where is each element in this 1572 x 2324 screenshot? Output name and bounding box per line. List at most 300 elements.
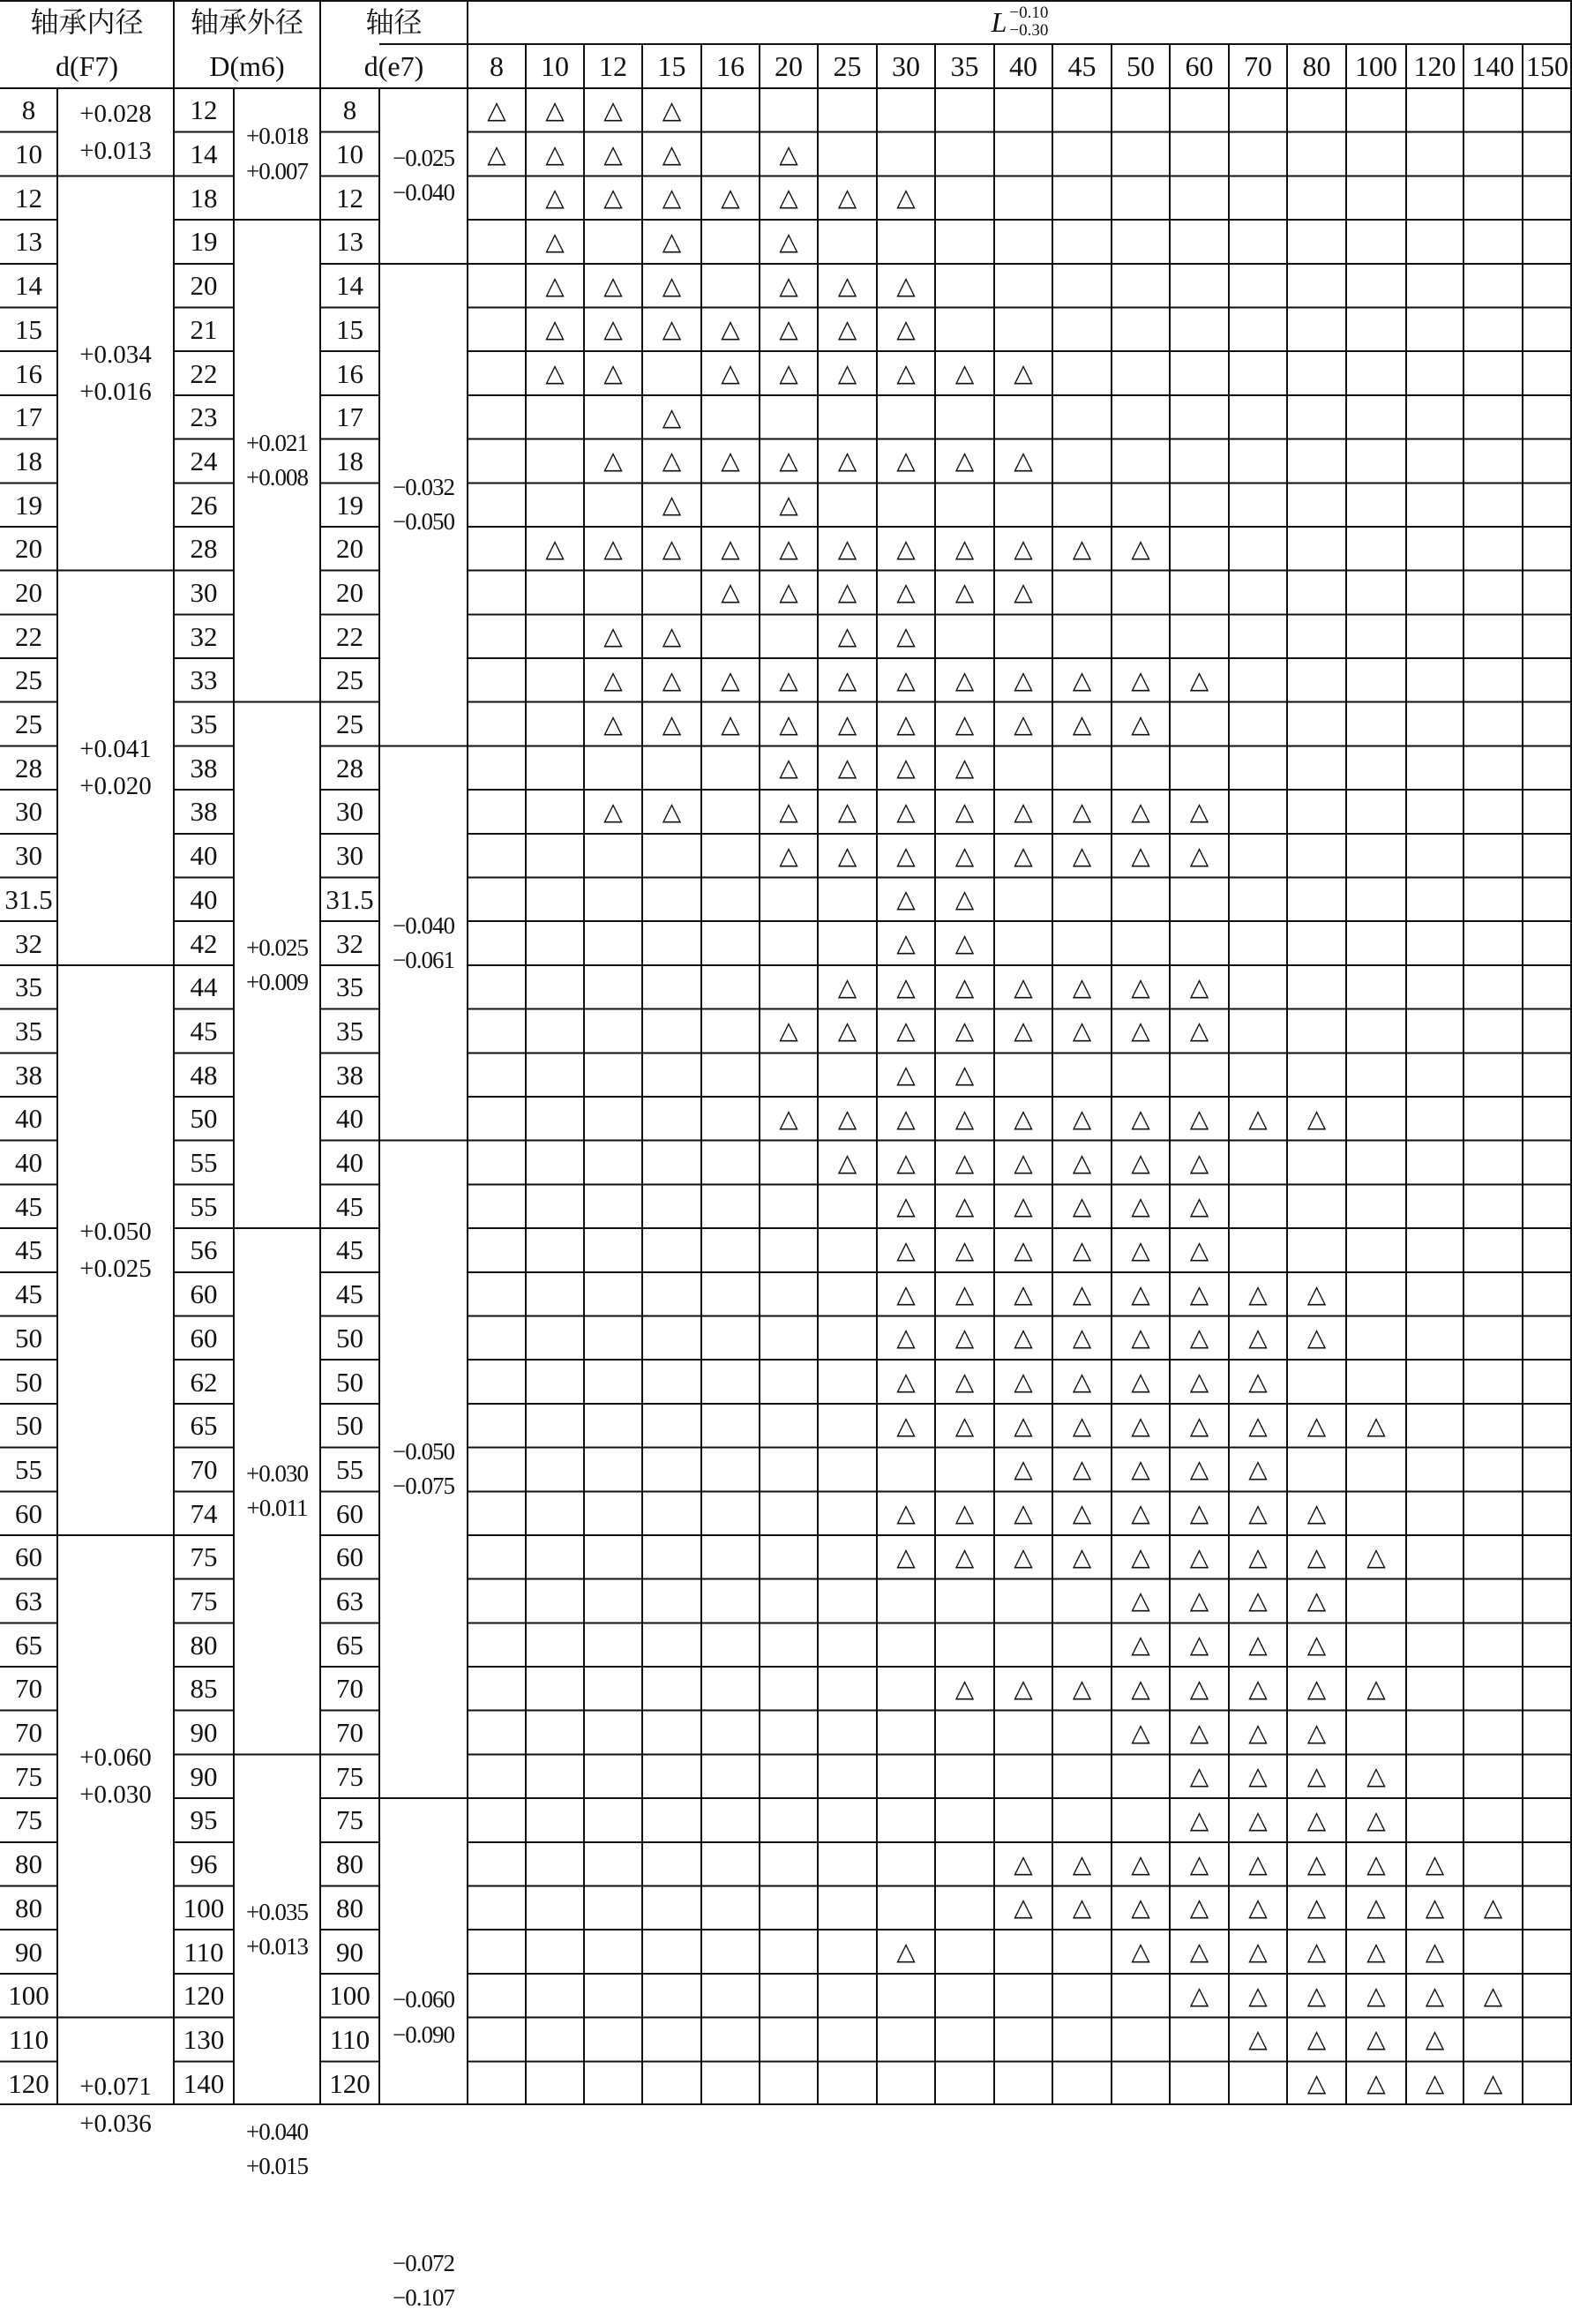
inner-diameter-cell	[0, 1316, 57, 1360]
shaft-tolerance-lower: −0.090	[393, 2020, 454, 2048]
outer-diameter-value: 60	[190, 1278, 218, 1310]
shaft-diameter-value: 110	[329, 2023, 371, 2055]
availability-mark	[1229, 1097, 1287, 1141]
availability-mark	[1287, 2018, 1346, 2062]
inner-diameter-value: 30	[15, 840, 42, 872]
triangle-icon: △	[721, 577, 740, 607]
availability-mark	[935, 921, 994, 965]
inner-diameter-value: 38	[15, 1059, 42, 1091]
outer-diameter-value: 85	[190, 1673, 218, 1705]
availability-mark	[1170, 1360, 1229, 1404]
availability-mark	[1170, 1184, 1229, 1228]
availability-mark	[994, 1097, 1052, 1141]
outer-diameter-value: 30	[190, 576, 218, 608]
outer-diameter-value: 75	[190, 1541, 218, 1573]
availability-mark	[1287, 1491, 1346, 1535]
triangle-icon: △	[1131, 1937, 1150, 1967]
triangle-icon: △	[721, 314, 740, 344]
shaft-diameter-cell	[320, 220, 379, 264]
length-header-16	[701, 44, 760, 88]
shaft-diameter-value: 17	[336, 401, 363, 433]
triangle-icon: △	[545, 533, 565, 563]
triangle-icon: △	[1189, 1541, 1209, 1571]
triangle-icon: △	[1131, 1103, 1150, 1133]
triangle-icon: △	[779, 533, 798, 563]
triangle-icon: △	[1366, 1410, 1386, 1440]
length-header-text: 35	[950, 50, 979, 82]
triangle-icon: △	[954, 1060, 975, 1090]
outer-diameter-cell	[174, 307, 234, 351]
availability-mark	[877, 1491, 935, 1535]
availability-mark	[877, 921, 935, 965]
outer-diameter-value: 110	[183, 1936, 224, 1968]
outer-diameter-cell	[174, 1404, 234, 1448]
availability-mark	[935, 1535, 994, 1579]
outer-tolerance	[234, 88, 320, 220]
triangle-icon: △	[954, 971, 975, 1001]
triangle-icon: △	[896, 1103, 916, 1133]
availability-mark	[760, 527, 818, 571]
triangle-icon: △	[1306, 1103, 1327, 1133]
shaft-diameter-value: 12	[336, 182, 363, 214]
shaft-diameter-value: 75	[336, 1760, 363, 1792]
availability-mark	[1112, 1448, 1170, 1492]
availability-mark	[818, 1097, 877, 1141]
availability-mark	[994, 527, 1052, 571]
shaft-tolerance	[379, 1798, 468, 2237]
outer-diameter-value: 26	[190, 489, 218, 521]
outer-diameter-value: 38	[190, 752, 218, 783]
availability-mark	[1170, 1141, 1229, 1185]
outer-tolerance	[234, 220, 320, 702]
outer-diameter-value: 44	[190, 971, 218, 1003]
triangle-icon: △	[1248, 1586, 1268, 1616]
triangle-icon: △	[1248, 1498, 1268, 1528]
availability-mark	[877, 439, 935, 484]
outer-diameter-cell	[174, 1711, 234, 1755]
availability-mark	[760, 702, 818, 746]
shaft-diameter-value: 90	[336, 1936, 363, 1968]
inner-diameter-value: 16	[15, 357, 42, 389]
availability-mark	[1112, 1097, 1170, 1141]
triangle-icon: △	[1189, 664, 1209, 694]
availability-mark	[994, 1491, 1052, 1535]
inner-tolerance-lower: +0.016	[79, 378, 152, 407]
shaft-tolerance-lower: −0.040	[393, 179, 454, 206]
triangle-icon: △	[896, 183, 916, 213]
triangle-icon: △	[896, 708, 916, 738]
outer-tolerance-lower: +0.009	[246, 968, 308, 995]
triangle-icon: △	[1189, 1937, 1209, 1967]
outer-diameter-value: 22	[190, 357, 218, 389]
availability-mark	[526, 88, 584, 132]
triangle-icon: △	[1014, 1673, 1033, 1703]
triangle-icon: △	[1425, 2068, 1445, 2098]
inner-diameter-cell	[0, 132, 57, 176]
triangle-icon: △	[837, 971, 857, 1001]
triangle-icon: △	[1248, 1937, 1268, 1967]
triangle-icon: △	[1189, 1410, 1209, 1440]
shaft-tolerance-upper: −0.025	[393, 145, 454, 172]
inner-tolerance-upper: +0.050	[79, 1217, 152, 1246]
inner-diameter-cell	[0, 1754, 57, 1798]
availability-mark	[1052, 1404, 1112, 1448]
triangle-icon: △	[1189, 1367, 1209, 1397]
shaft-tolerance-lower: −0.050	[393, 508, 454, 536]
triangle-icon: △	[1248, 1804, 1268, 1834]
availability-mark	[935, 1404, 994, 1448]
triangle-icon: △	[896, 971, 916, 1001]
availability-mark	[760, 439, 818, 484]
availability-mark	[1170, 1448, 1229, 1492]
triangle-icon: △	[1131, 533, 1150, 563]
inner-diameter-value: 55	[15, 1453, 42, 1485]
availability-mark	[877, 878, 935, 922]
inner-diameter-value: 80	[15, 1892, 42, 1923]
length-header-20	[760, 44, 818, 88]
availability-mark	[1112, 658, 1170, 702]
triangle-icon: △	[1014, 446, 1033, 476]
inner-tolerance-lower: +0.036	[79, 2109, 152, 2138]
availability-mark	[1052, 1842, 1112, 1886]
availability-mark	[642, 483, 701, 527]
availability-mark	[1346, 1886, 1406, 1930]
triangle-icon: △	[837, 840, 857, 870]
shaft-diameter-cell	[320, 571, 379, 615]
triangle-icon: △	[662, 708, 682, 738]
availability-mark	[526, 264, 584, 308]
triangle-icon: △	[1189, 1454, 1209, 1484]
triangle-icon: △	[954, 1191, 975, 1221]
inner-diameter-value: 10	[15, 139, 42, 170]
triangle-icon: △	[1306, 1717, 1327, 1747]
bearing-outer-sub	[174, 44, 320, 88]
outer-diameter-cell	[174, 1886, 234, 1930]
triangle-icon: △	[837, 183, 857, 213]
triangle-icon: △	[603, 314, 623, 344]
availability-mark	[1287, 1754, 1346, 1798]
availability-mark	[877, 1009, 935, 1053]
availability-mark	[1170, 1316, 1229, 1360]
availability-mark	[935, 878, 994, 922]
outer-tolerance	[234, 702, 320, 1228]
outer-diameter-value: 40	[190, 840, 218, 872]
availability-mark	[935, 746, 994, 790]
availability-mark	[1287, 1798, 1346, 1842]
availability-mark	[1229, 1930, 1287, 1974]
availability-mark	[1170, 658, 1229, 702]
availability-mark	[994, 571, 1052, 615]
availability-mark	[1170, 1798, 1229, 1842]
triangle-icon: △	[1131, 840, 1150, 870]
triangle-icon: △	[896, 1498, 916, 1528]
availability-mark	[1406, 1974, 1463, 2018]
availability-mark	[1112, 1930, 1170, 1974]
triangle-icon: △	[1189, 1848, 1209, 1878]
availability-mark	[1052, 702, 1112, 746]
shaft-diameter-cell	[320, 176, 379, 220]
inner-diameter-value: 17	[15, 401, 42, 433]
triangle-icon: △	[1072, 1498, 1092, 1528]
shaft-diameter-cell	[320, 1754, 379, 1798]
inner-tolerance	[57, 88, 174, 176]
triangle-icon: △	[896, 1016, 916, 1046]
triangle-icon: △	[603, 533, 623, 563]
triangle-icon: △	[779, 226, 798, 256]
inner-diameter-cell	[0, 1141, 57, 1185]
triangle-icon: △	[896, 840, 916, 870]
triangle-icon: △	[1189, 1673, 1209, 1703]
triangle-icon: △	[1366, 1848, 1386, 1878]
inner-diameter-cell	[0, 351, 57, 395]
availability-mark	[994, 790, 1052, 834]
shaft-diameter-value: 14	[336, 270, 363, 302]
availability-mark	[1052, 1448, 1112, 1492]
outer-tolerance-lower: +0.011	[246, 1495, 308, 1522]
inner-tolerance-lower: +0.025	[79, 1254, 152, 1283]
triangle-icon: △	[837, 753, 857, 783]
triangle-icon: △	[1014, 664, 1033, 694]
availability-mark	[701, 176, 760, 220]
availability-mark	[1170, 1491, 1229, 1535]
inner-diameter-value: 45	[15, 1278, 42, 1310]
triangle-icon: △	[1306, 1893, 1327, 1923]
inner-diameter-value: 120	[8, 2067, 49, 2099]
availability-mark	[1229, 1711, 1287, 1755]
availability-mark	[1112, 1141, 1170, 1185]
triangle-icon: △	[721, 533, 740, 563]
shaft-diameter-cell	[320, 1579, 379, 1623]
availability-mark	[877, 1316, 935, 1360]
availability-mark	[1170, 1009, 1229, 1053]
availability-mark	[1170, 1667, 1229, 1711]
triangle-icon: △	[1306, 1630, 1327, 1660]
availability-mark	[877, 965, 935, 1009]
triangle-icon: △	[1366, 1937, 1386, 1967]
inner-diameter-cell	[0, 1448, 57, 1492]
availability-mark	[1170, 1535, 1229, 1579]
bearing-outer-sub-text: D(m6)	[209, 50, 285, 82]
triangle-icon: △	[896, 1278, 916, 1308]
shaft-diameter-value: 100	[329, 1980, 371, 2012]
outer-tolerance	[234, 1754, 320, 2105]
length-header-40	[994, 44, 1052, 88]
outer-diameter-value: 35	[190, 708, 218, 740]
availability-mark	[994, 351, 1052, 395]
outer-tolerance-lower: +0.008	[246, 464, 308, 491]
triangle-icon: △	[662, 314, 682, 344]
outer-diameter-cell	[174, 1053, 234, 1097]
availability-mark	[877, 834, 935, 878]
availability-mark	[1406, 1886, 1463, 1930]
inner-diameter-value: 14	[15, 270, 42, 302]
triangle-icon: △	[779, 664, 798, 694]
triangle-icon: △	[1072, 1673, 1092, 1703]
outer-diameter-cell	[174, 1448, 234, 1492]
availability-mark	[1170, 1930, 1229, 1974]
shaft-diameter-value: 50	[336, 1322, 363, 1353]
availability-mark	[526, 307, 584, 351]
availability-mark	[1112, 1360, 1170, 1404]
triangle-icon: △	[1248, 1367, 1268, 1397]
availability-mark	[526, 351, 584, 395]
shaft-diameter-cell	[320, 1842, 379, 1886]
triangle-icon: △	[1072, 1323, 1092, 1353]
availability-mark	[1112, 1184, 1170, 1228]
shaft-diameter-value: 30	[336, 796, 363, 828]
triangle-icon: △	[1248, 1717, 1268, 1747]
triangle-icon: △	[545, 226, 565, 256]
length-header-50	[1112, 44, 1170, 88]
availability-mark	[935, 1360, 994, 1404]
availability-mark	[1052, 1009, 1112, 1053]
availability-mark	[935, 351, 994, 395]
triangle-icon: △	[779, 139, 798, 169]
shaft-diameter-cell	[320, 1228, 379, 1272]
outer-diameter-cell	[174, 834, 234, 878]
shaft-diameter-cell	[320, 395, 379, 439]
triangle-icon: △	[1072, 708, 1092, 738]
bearing-inner-title-text: 轴承内径	[30, 6, 144, 38]
availability-mark	[1170, 1711, 1229, 1755]
inner-diameter-value: 70	[15, 1717, 42, 1749]
length-header-text: 16	[716, 50, 745, 82]
outer-diameter-value: 95	[190, 1804, 218, 1836]
availability-mark	[935, 527, 994, 571]
triangle-icon: △	[1131, 1323, 1150, 1353]
triangle-icon: △	[954, 358, 975, 388]
length-header-25	[818, 44, 877, 88]
triangle-icon: △	[954, 1541, 975, 1571]
triangle-icon: △	[1014, 1016, 1033, 1046]
availability-mark	[994, 1228, 1052, 1272]
availability-mark	[877, 1053, 935, 1097]
shaft-diameter-value: 20	[336, 576, 363, 608]
availability-mark	[994, 1448, 1052, 1492]
triangle-icon: △	[1131, 664, 1150, 694]
availability-mark	[1112, 1535, 1170, 1579]
availability-mark	[1112, 1009, 1170, 1053]
outer-diameter-value: 70	[190, 1453, 218, 1485]
inner-diameter-cell	[0, 88, 57, 132]
inner-diameter-cell	[0, 483, 57, 527]
availability-mark	[1112, 527, 1170, 571]
triangle-icon: △	[1131, 1630, 1150, 1660]
triangle-icon: △	[1014, 971, 1033, 1001]
availability-mark	[1229, 1842, 1287, 1886]
shaft-diameter-cell	[320, 2018, 379, 2062]
triangle-icon: △	[603, 358, 623, 388]
triangle-icon: △	[1014, 1234, 1033, 1264]
triangle-icon: △	[1189, 1893, 1209, 1923]
outer-diameter-cell	[174, 439, 234, 484]
availability-mark	[642, 220, 701, 264]
triangle-icon: △	[896, 928, 916, 958]
shaft-diameter-cell	[320, 702, 379, 746]
triangle-icon: △	[1248, 1410, 1268, 1440]
shaft-diameter-value: 30	[336, 840, 363, 872]
availability-mark	[935, 965, 994, 1009]
triangle-icon: △	[603, 139, 623, 169]
triangle-icon: △	[1248, 1848, 1268, 1878]
availability-mark	[818, 658, 877, 702]
inner-diameter-value: 50	[15, 1322, 42, 1353]
outer-tolerance	[234, 1228, 320, 1754]
triangle-icon: △	[1366, 2024, 1386, 2054]
triangle-icon: △	[837, 270, 857, 300]
length-symbol: L	[991, 6, 1007, 38]
triangle-icon: △	[1306, 1937, 1327, 1967]
outer-diameter-value: 33	[190, 664, 218, 696]
availability-mark	[994, 702, 1052, 746]
triangle-icon: △	[1014, 358, 1033, 388]
availability-mark	[1170, 1404, 1229, 1448]
availability-mark	[1346, 1930, 1406, 1974]
triangle-icon: △	[779, 314, 798, 344]
availability-mark	[642, 395, 701, 439]
triangle-icon: △	[837, 446, 857, 476]
availability-mark	[818, 790, 877, 834]
triangle-icon: △	[1189, 971, 1209, 1001]
triangle-icon: △	[779, 183, 798, 213]
availability-mark	[701, 439, 760, 484]
triangle-icon: △	[662, 490, 682, 520]
triangle-icon: △	[1306, 1410, 1327, 1440]
triangle-icon: △	[603, 621, 623, 651]
availability-mark	[1346, 1667, 1406, 1711]
outer-diameter-cell	[174, 1272, 234, 1316]
triangle-icon: △	[1131, 708, 1150, 738]
length-header-100	[1346, 44, 1406, 88]
inner-diameter-cell	[0, 1535, 57, 1579]
triangle-icon: △	[1131, 1454, 1150, 1484]
shaft-diameter-value: 70	[336, 1673, 363, 1705]
availability-mark	[935, 1316, 994, 1360]
availability-mark	[1346, 1535, 1406, 1579]
triangle-icon: △	[1248, 1761, 1268, 1791]
availability-mark	[760, 658, 818, 702]
triangle-icon: △	[545, 183, 565, 213]
shaft-tolerance-upper: −0.040	[393, 911, 454, 939]
shaft-diameter-cell	[320, 439, 379, 484]
triangle-icon: △	[1014, 1541, 1033, 1571]
triangle-icon: △	[1072, 533, 1092, 563]
triangle-icon: △	[1306, 1804, 1327, 1834]
availability-mark	[1052, 1097, 1112, 1141]
triangle-icon: △	[896, 753, 916, 783]
triangle-icon: △	[837, 1016, 857, 1046]
shaft-diameter-cell	[320, 88, 379, 132]
length-header-12	[584, 44, 642, 88]
shaft-tolerance-lower: −0.075	[393, 1473, 454, 1500]
triangle-icon: △	[954, 1498, 975, 1528]
length-header-140	[1463, 44, 1523, 88]
outer-diameter-cell	[174, 1009, 234, 1053]
triangle-icon: △	[603, 796, 623, 826]
inner-diameter-value: 75	[15, 1760, 42, 1792]
outer-diameter-cell	[174, 264, 234, 308]
availability-mark	[994, 1842, 1052, 1886]
outer-diameter-cell	[174, 1930, 234, 1974]
triangle-icon: △	[1072, 1541, 1092, 1571]
inner-diameter-value: 25	[15, 664, 42, 696]
shaft-diameter-value: 15	[336, 313, 363, 345]
triangle-icon: △	[1131, 1234, 1150, 1264]
availability-mark	[877, 1228, 935, 1272]
availability-mark	[1229, 1667, 1287, 1711]
availability-mark	[760, 571, 818, 615]
triangle-icon: △	[1014, 1410, 1033, 1440]
